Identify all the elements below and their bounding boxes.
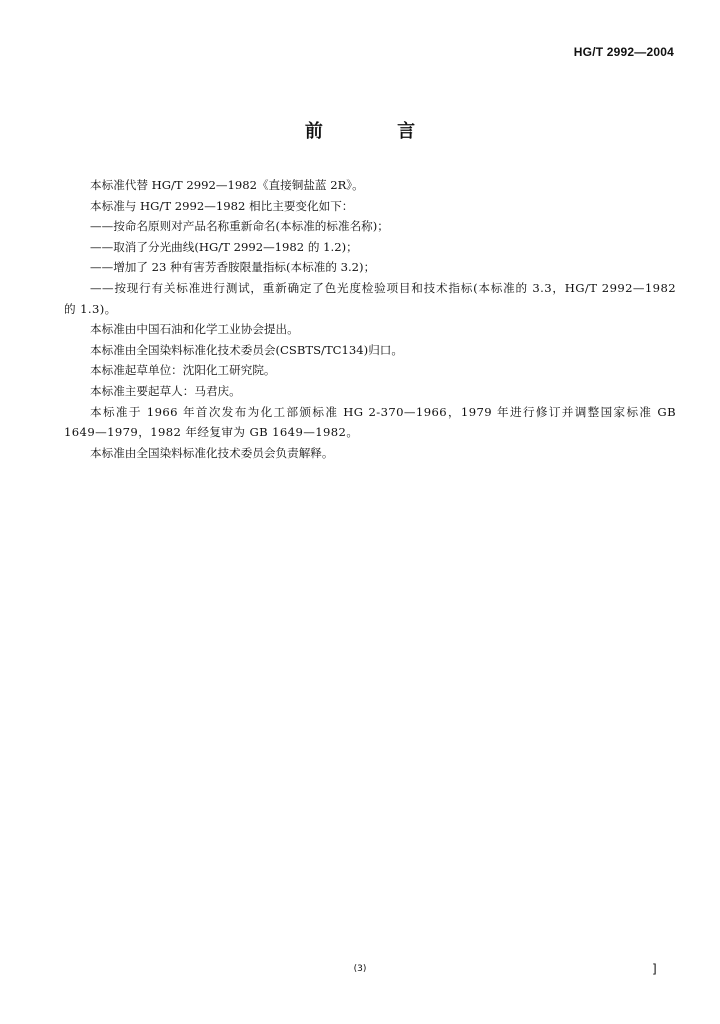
paragraph-interpretation: 本标准由全国染料标准化技术委员会负责解释。 [90,445,334,460]
section-title: 前 言 [304,121,450,142]
paragraph-proposer: 本标准由中国石油和化学工业协会提出。 [90,322,299,337]
paragraph-change-testing: ——按现行有关标准进行测试，重新确定了色光度检验项目和技术指标(本标准的 3.3，HG/T 2992—1982 的 1.3)。 [64,280,676,316]
paragraph-changes-intro: 本标准与 HG/T 2992—1982 相比主要变化如下： [90,198,354,213]
page-number: (3) [353,964,367,974]
paragraph-change-spectral: ——取消了分光曲线(HG/T 2992—1982 的 1.2)； [90,239,358,254]
paragraph-drafting-unit: 本标准起草单位：沈阳化工研究院。 [90,363,276,378]
paragraph-drafter: 本标准主要起草人：马君庆。 [90,383,241,398]
foreword-body [64,175,676,463]
paragraph-change-naming: ——按命名原则对产品名称重新命名(本标准的标准名称)； [90,219,389,234]
edge-mark: ] [652,962,657,976]
paragraph-history: 本标准于 1966 年首次发布为化工部颁标准 HG 2-370—1966，1979 年进行修订并调整国家标准 GB 1649—1979，1982 年经复审为 GB 1649—1982。 [64,404,676,440]
standard-code: HG/T 2992—2004 [573,45,674,59]
paragraph-supersedes: 本标准代替 HG/T 2992—1982《直接铜盐蓝 2R》。 [90,178,364,192]
paragraph-change-amines: ——增加了 23 种有害芳香胺限量指标(本标准的 3.2)； [90,260,376,275]
paragraph-committee: 本标准由全国染料标准化技术委员会(CSBTS/TC134)归口。 [90,342,403,357]
